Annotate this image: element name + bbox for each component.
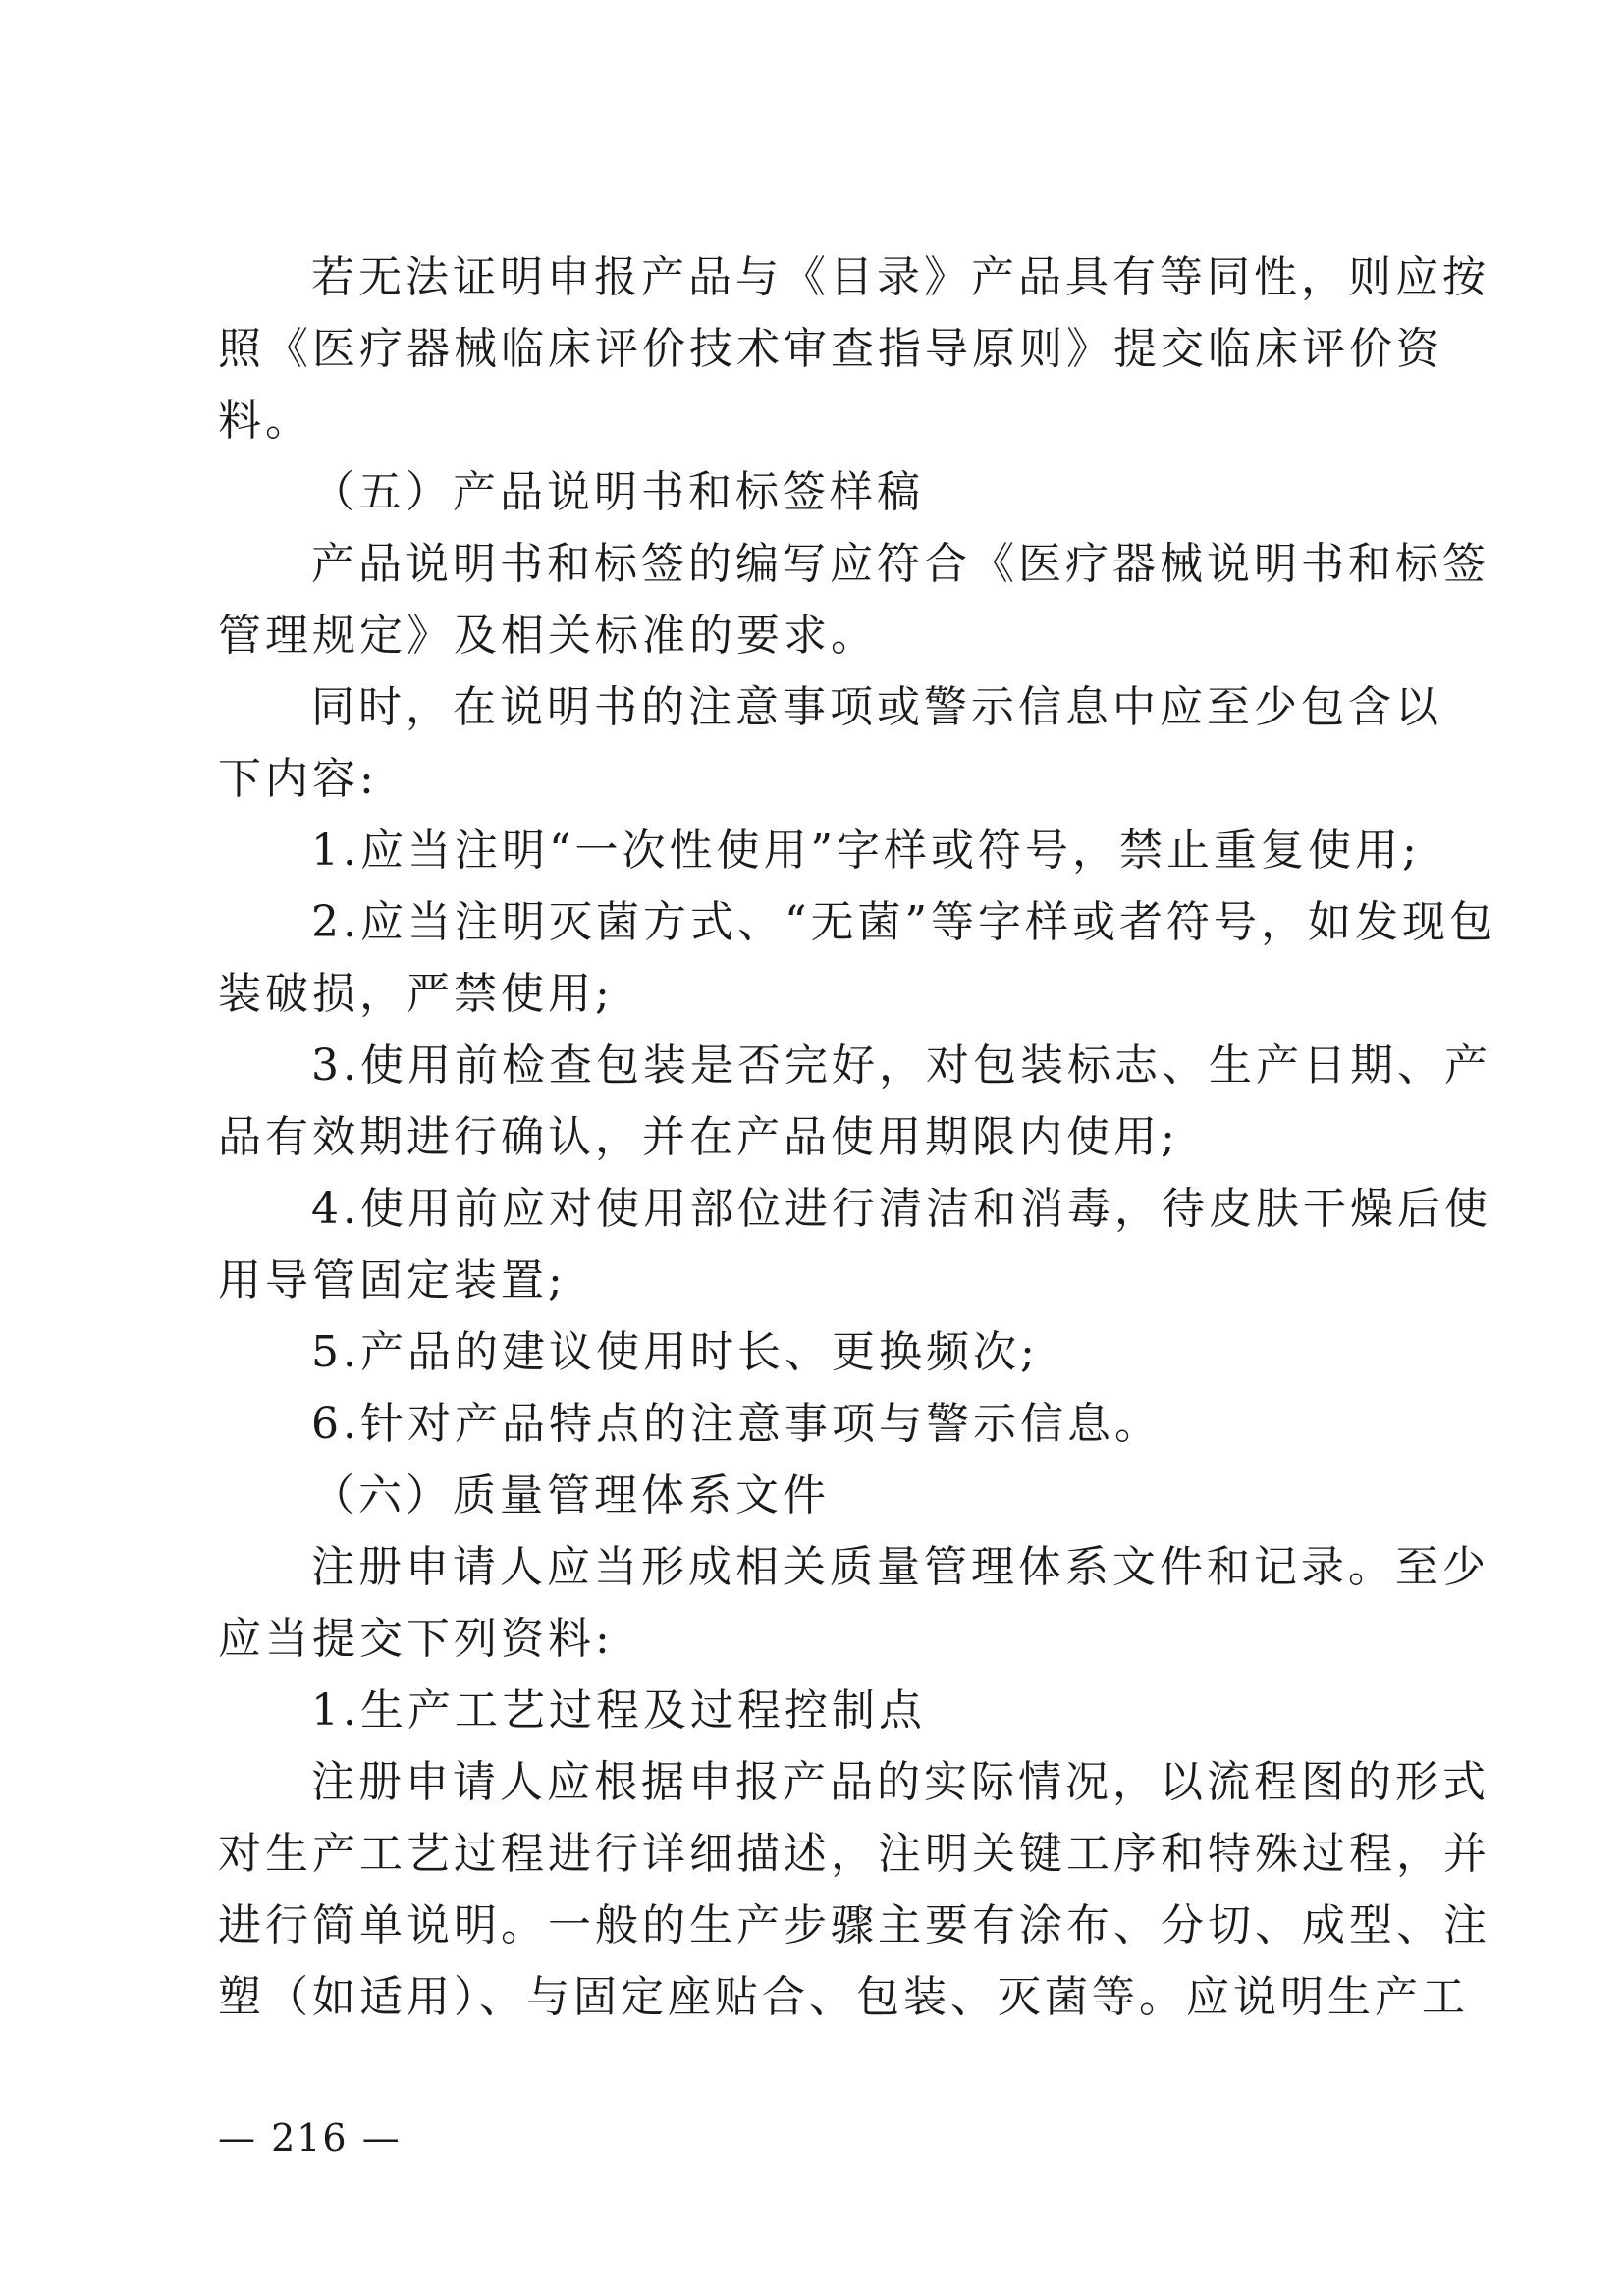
paragraph-line: 下内容: — [218, 754, 378, 804]
paragraph-line: 产品说明书和标签的编写应符合《医疗器械说明书和标签 — [311, 539, 1489, 589]
paragraph-line: 照《医疗器械临床评价技术审查指导原则》提交临床评价资 — [218, 324, 1443, 374]
paragraph-line: 塑（如适用）、与固定座贴合、包装、灭菌等。应说明生产工 — [218, 1972, 1469, 2022]
body-text — [218, 241, 1496, 2033]
paragraph-line: 同时，在说明书的注意事项或警示信息中应至少包含以 — [311, 682, 1442, 732]
list-item: 1.应当注明“一次性使用”字样或符号，禁止重复使用; — [311, 826, 1421, 876]
subheading: 1.生产工艺过程及过程控制点 — [311, 1685, 926, 1735]
paragraph-line: 应当提交下列资料: — [218, 1614, 614, 1664]
section-heading-5: （五）产品说明书和标签样稿 — [311, 467, 924, 517]
list-item-continuation: 品有效期进行确认，并在产品使用期限内使用; — [218, 1112, 1179, 1162]
list-item-continuation: 装破损，严禁使用; — [218, 969, 614, 1019]
paragraph-line: 若无法证明申报产品与《目录》产品具有等同性，则应按 — [311, 252, 1489, 302]
list-item: 2.应当注明灭菌方式、“无菌”等字样或者符号，如发现包 — [311, 897, 1496, 947]
page-number: — 216 — — [218, 2116, 402, 2160]
paragraph-line: 注册申请人应当形成相关质量管理体系文件和记录。至少 — [311, 1542, 1489, 1592]
paragraph-line: 管理规定》及相关标准的要求。 — [218, 611, 878, 661]
paragraph-line: 进行简单说明。一般的生产步骤主要有涂布、分切、成型、注 — [218, 1900, 1490, 1950]
list-item: 6.针对产品特点的注意事项与警示信息。 — [311, 1399, 1162, 1449]
list-item: 4.使用前应对使用部位进行清洁和消毒，待皮肤干燥后使 — [311, 1184, 1491, 1234]
section-heading-6: （六）质量管理体系文件 — [311, 1470, 830, 1521]
paragraph-line: 料。 — [218, 396, 312, 446]
list-item: 3.使用前检查包装是否完好，对包装标志、生产日期、产 — [311, 1041, 1491, 1091]
paragraph-line: 对生产工艺过程进行详细描述，注明关键工序和特殊过程，并 — [218, 1829, 1490, 1879]
list-item-continuation: 用导管固定装置; — [218, 1255, 567, 1306]
paragraph-line: 注册申请人应根据申报产品的实际情况，以流程图的形式 — [311, 1757, 1489, 1807]
list-item: 5.产品的建议使用时长、更换频次; — [311, 1327, 1039, 1377]
